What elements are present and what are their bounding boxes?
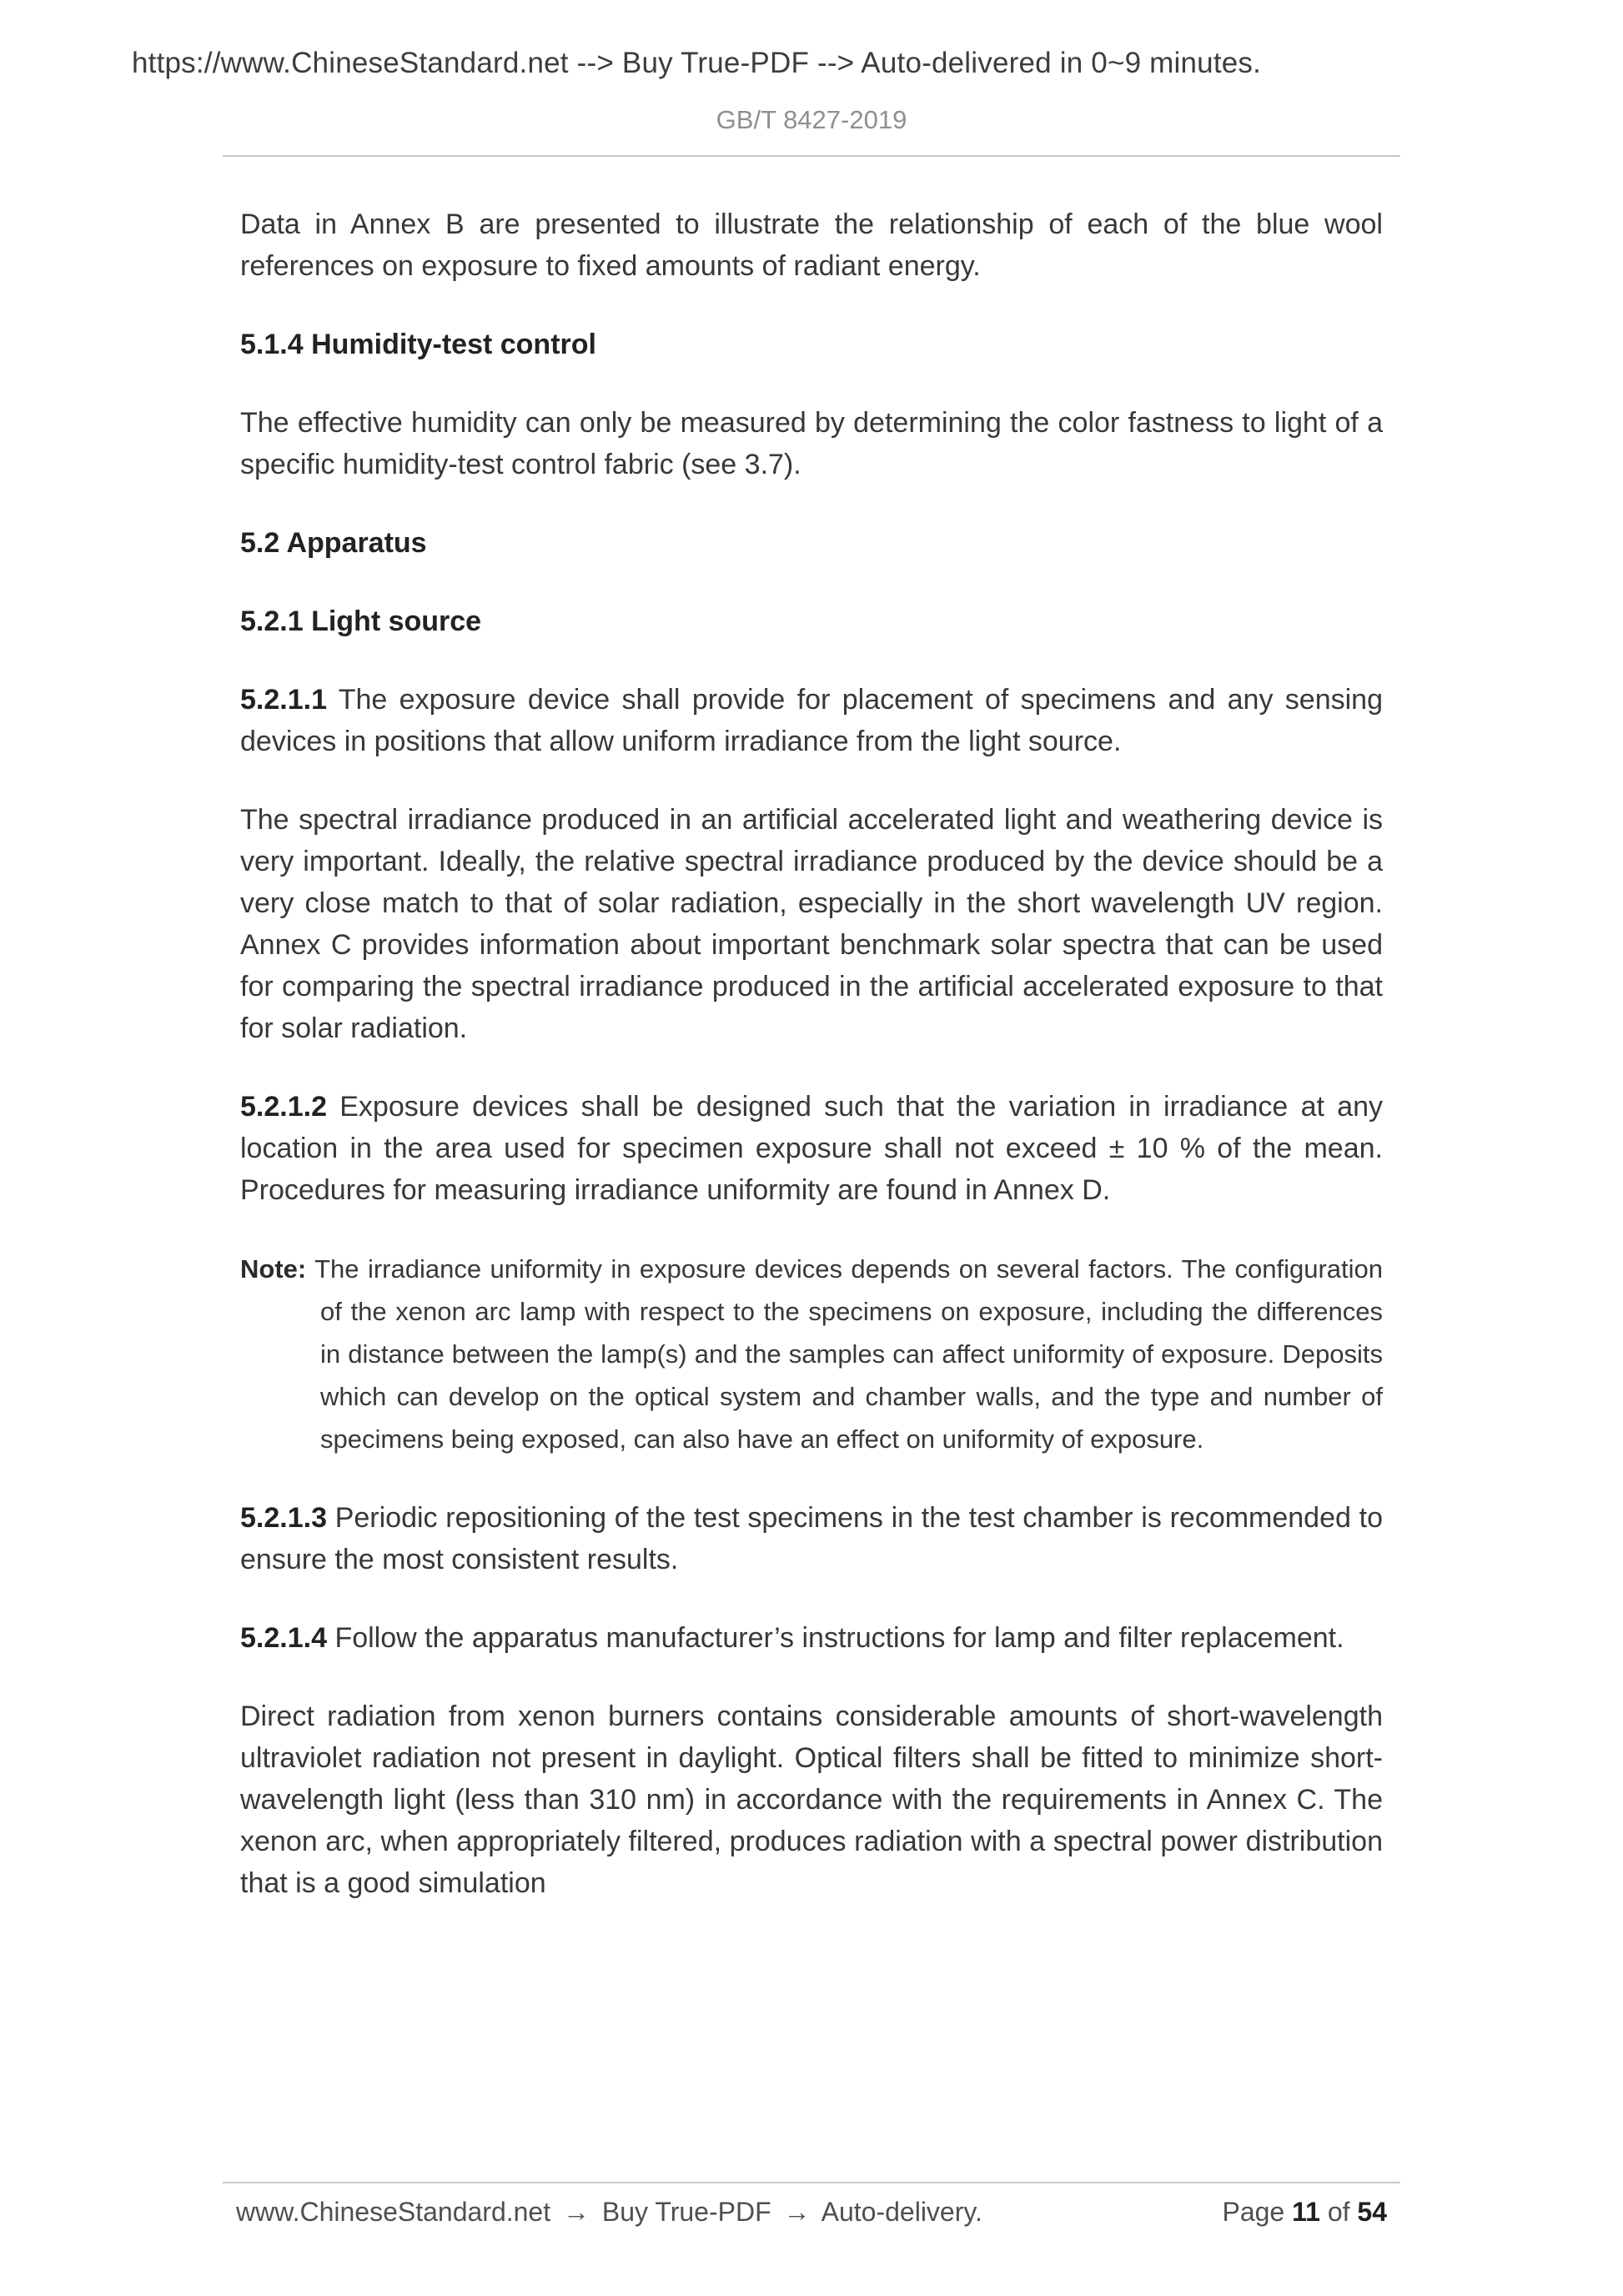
paragraph-5-2-1-2 (240, 1086, 1383, 1211)
note-label: Note: (240, 1254, 307, 1284)
clause-number-5-2-1-3: 5.2.1.3 (240, 1502, 327, 1534)
heading-5-2: 5.2 Apparatus (240, 527, 427, 559)
paragraph-5-1-4: The effective humidity can only be measured by determining the color fastness to light of a specific humidity-test control fabric (see 3.7). (240, 407, 1383, 480)
clause-text-5-2-1-3: Periodic repositioning of the test specimens in the test chamber is recommended to ensure the most consistent results. (240, 1502, 1383, 1575)
paragraph-spectral: The spectral irradiance produced in an artificial accelerated light and weathering device is very important. Ideally, the relative spectral irradiance produced by the device should be a very close match to that of solar radiation, especially in the short wavelength UV region. Annex C provides information about important benchmark solar spectra that can be used for comparing the spectral irradiance produced in the artificial accelerated exposure to that for solar radiation. (240, 804, 1383, 1044)
paragraph-5-2-1-1 (240, 679, 1383, 762)
arrow-icon: → (563, 2197, 590, 2227)
clause-text-5-2-1-1: The exposure device shall provide for placement of specimens and any sensing devices in positions that allow uniform irradiance from the light source. (240, 684, 1383, 757)
heading-5-1-4: 5.1.4 Humidity-test control (240, 329, 596, 360)
clause-text-5-2-1-4: Follow the apparatus manufacturer’s instructions for lamp and filter replacement. (334, 1622, 1344, 1654)
clause-text-5-2-1-2: Exposure devices shall be designed such that the variation in irradiance at any location in the area used for specimen exposure shall not exceed ± 10 % of the mean. Procedures for measuring irradiance uniformity are found in Annex D. (240, 1091, 1383, 1206)
page-label: Page (1222, 2197, 1285, 2227)
clause-number-5-2-1-4: 5.2.1.4 (240, 1622, 327, 1654)
page-total: 54 (1357, 2197, 1387, 2227)
footer-divider (223, 2182, 1400, 2183)
clause-number-5-2-1-2: 5.2.1.2 (240, 1091, 327, 1123)
footer-buy-label: Buy True-PDF (601, 2197, 771, 2227)
note-text: The irradiance uniformity in exposure devices depends on several factors. The configuration of the xenon arc lamp with respect to the specimens on exposure, including the differences in distance between the lamp(s) and the samples can affect uniformity of exposure. Deposits which can develop on the optical system and chamber walls, and the type and number of specimens being exposed, can also have an effect on uniformity of exposure. (314, 1254, 1383, 1454)
doc-number: GB/T 8427-2019 (716, 105, 907, 134)
header-divider (223, 155, 1400, 157)
paragraph-intro: Data in Annex B are presented to illustrate the relationship of each of the blue wool references on exposure to fixed amounts of radiant energy. (240, 208, 1383, 282)
heading-5-2-1: 5.2.1 Light source (240, 605, 482, 637)
page-current: 11 (1292, 2197, 1320, 2227)
paragraph-5-2-1-4 (240, 1617, 1383, 1659)
page-footer (0, 2162, 1623, 2228)
of-label: of (1327, 2197, 1350, 2227)
page-indicator (1222, 2197, 1387, 2228)
arrow-icon: → (783, 2197, 811, 2227)
banner-link[interactable]: https://www.ChineseStandard.net --> Buy True-PDF --> Auto-delivered in 0~9 minutes. (132, 47, 1262, 79)
footer-site-link[interactable]: www.ChineseStandard.net (236, 2197, 551, 2227)
page-header (0, 47, 1623, 157)
document-body (240, 203, 1383, 1941)
footer-left (236, 2197, 982, 2228)
paragraph-direct-radiation: Direct radiation from xenon burners contains considerable amounts of short-wavelength ultraviolet radiation not present in daylight. Optical filters shall be fitted to minimize short-wavelength light (less than 310 nm) in accordance with the requirements in Annex C. The xenon arc, when appropriately filtered, produces radiation with a spectral power distribution that is a good simulation (240, 1701, 1383, 1899)
note-paragraph (240, 1248, 1383, 1460)
paragraph-5-2-1-3 (240, 1497, 1383, 1580)
footer-delivery-label: Auto-delivery. (821, 2197, 982, 2227)
clause-number-5-2-1-1: 5.2.1.1 (240, 684, 327, 716)
